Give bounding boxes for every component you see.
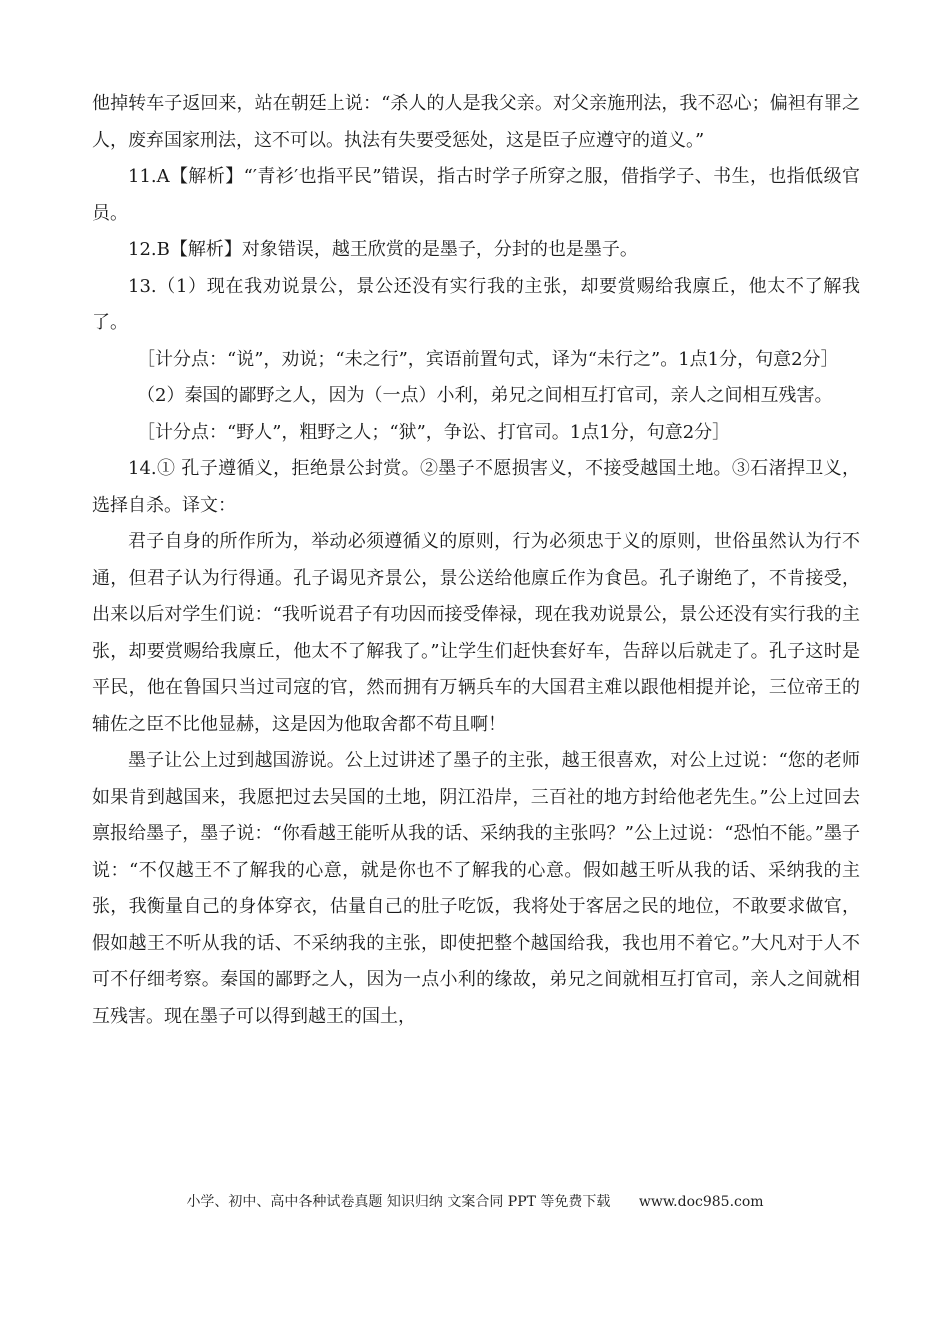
paragraph-translation-end: 他掉转车子返回来，站在朝廷上说：“杀人的人是我父亲。对父亲施刑法，我不忍心；偏袒有罪之人，废弃国家刑法，这不可以。执法有失要受惩处，这是臣子应遵守的道义。”: [92, 93, 860, 151]
paragraph-answer-14: 14.① 孔子遵循义，拒绝景公封赏。②墨子不愿损害义，不接受越国土地。③石渚捍卫义，选择自杀。译文：: [92, 458, 860, 516]
footer-text: 小学、初中、高中各种试卷真题 知识归纳 文案合同 PPT 等免费下载: [186, 1194, 611, 1210]
paragraph-translation-confucius: 君子自身的所作所为，举动必须遵循义的原则，行为必须忠于义的原则，世俗虽然认为行不通，但君子认为行得通。孔子谒见齐景公，景公送给他廪丘作为食邑。孔子谢绝了，不肯接受，出来以后对学生们说：“我听说君子有功因而接受俸禄，现在我劝说景公，景公还没有实行我的主张，却要赏赐给我廪丘，他太不了解我了。”让学生们赶快套好车，告辞以后就走了。孔子这时是平民，他在鲁国只当过司寇的官，然而拥有万辆兵车的大国君主难以跟他相提并论，三位帝王的辅佐之臣不比他显赫，这是因为他取舍都不苟且啊！: [92, 531, 860, 735]
paragraph-scoring-13-2: ［计分点：“野人”，粗野之人；“狱”，争讼、打官司。1点1分，句意2分］: [137, 421, 731, 443]
paragraph-translation-mozi: 墨子让公上过到越国游说。公上过讲述了墨子的主张，越王很喜欢，对公上过说：“您的老师如果肯到越国来，我愿把过去吴国的土地，阴江沿岸，三百社的地方封给他老先生。”公上过回去禀报给墨子，墨子说：“你看越王能听从我的话、采纳我的主张吗？”公上过说：“恐怕不能。”墨子说：“不仅越王不了解我的心意，就是你也不了解我的心意。假如越王听从我的话、采纳我的主张，我衡量自己的身体穿衣，估量自己的肚子吃饭，我将处于客居之民的地位，不敢要求做官，假如越王不听从我的话、不采纳我的主张，即使把整个越国给我，我也用不着它。”大凡对于人不可不仔细考察。秦国的鄙野之人，因为一点小利的缘故，弟兄之间就相互打官司，亲人之间就相互残害。现在墨子可以得到越王的国土，: [92, 750, 860, 1027]
page-footer: [0, 1191, 950, 1211]
paragraph-scoring-13-1: ［计分点：“说”，劝说；“未之行”，宾语前置句式，译为“未行之”。1点1分，句意2分］: [137, 348, 839, 370]
paragraph-answer-13-1: 13.（1）现在我劝说景公，景公还没有实行我的主张，却要赏赐给我廪丘，他太不了解我了。: [92, 275, 860, 333]
paragraph-answer-11: 11.A【解析】“′青衫′也指平民”错误，指古时学子所穿之服，借指学子、书生，也指低级官员。: [92, 166, 860, 224]
paragraph-answer-12: 12.B【解析】对象错误，越王欣赏的是墨子，分封的也是墨子。: [128, 239, 638, 260]
document-body: [92, 86, 860, 1035]
footer-url: www.doc985.com: [638, 1194, 764, 1210]
paragraph-answer-13-2: （2）秦国的鄙野之人，因为（一点）小利，弟兄之间相互打官司，亲人之间相互残害。: [137, 385, 833, 406]
